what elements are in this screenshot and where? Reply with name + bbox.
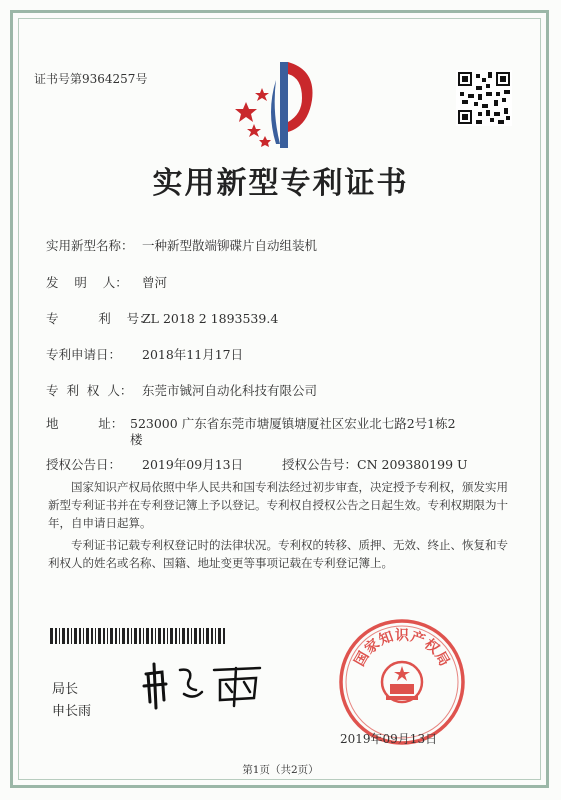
field-label: 授权公告日： xyxy=(46,457,122,472)
field-patentee xyxy=(46,381,317,399)
paragraph-line: 利权人的姓名或名称、国籍、地址变更等事项记载在专利登记簿上。 xyxy=(48,556,393,570)
barcode-icon xyxy=(50,628,226,644)
field-label: 专 利 号： xyxy=(46,311,152,326)
seal-character: 权 xyxy=(421,636,443,658)
bureau-name-label: 申长雨 xyxy=(52,704,92,719)
field-address xyxy=(46,414,456,432)
field-filing-date xyxy=(46,345,243,363)
seal-character: 家 xyxy=(361,636,383,658)
field-label: 授权公告号： xyxy=(282,457,358,472)
paragraph-line: 年，自申请日起算。 xyxy=(48,516,152,530)
field-patent-number xyxy=(46,309,278,327)
field-label: 地 址： xyxy=(46,416,124,431)
director-signature-icon xyxy=(140,660,270,710)
qr-code-icon[interactable] xyxy=(456,70,512,126)
field-address-continued: 楼 xyxy=(130,432,143,447)
field-value: 曾河 xyxy=(142,275,168,290)
field-utility-model-name xyxy=(46,236,317,254)
paragraph-line: 国家知识产权局依照中华人民共和国专利法经过初步审查，决定授予专利权，颁发实用 xyxy=(71,480,508,494)
field-inventor xyxy=(46,273,167,291)
paragraph-line: 新型专利证书并在专利登记簿上予以登记。专利权自授权公告之日起生效。专利权期限为十 xyxy=(48,498,508,512)
field-value: 2019年09月13日 xyxy=(142,457,244,472)
bureau-title-label: 局长 xyxy=(52,682,79,697)
field-label: 实用新型名称： xyxy=(46,238,134,253)
seal-character: 局 xyxy=(431,648,453,670)
seal-character: 国 xyxy=(351,648,373,670)
field-value: 东莞市铖河自动化科技有限公司 xyxy=(142,383,318,398)
certificate-number: 证书号第9364257号 xyxy=(34,72,148,86)
field-value: 2018年11月17日 xyxy=(142,347,244,362)
field-label: 专利申请日： xyxy=(46,347,122,362)
page-number: 第1页（共2页） xyxy=(242,764,319,776)
field-grant-date xyxy=(46,455,243,473)
official-seal-icon xyxy=(336,616,468,748)
field-label: 专 利 权 人： xyxy=(46,383,133,398)
seal-character: 产 xyxy=(408,628,428,649)
field-value: 523000 广东省东莞市塘厦镇塘厦社区宏业北七路2号1栋2 xyxy=(130,416,456,431)
statement-paragraph-1 xyxy=(48,478,518,532)
field-value: CN 209380199 U xyxy=(357,457,468,472)
field-label: 发 明 人： xyxy=(46,275,128,290)
certificate-title: 实用新型专利证书 xyxy=(152,166,409,201)
field-value: 一种新型散端铆碟片自动组装机 xyxy=(142,238,318,253)
seal-character: 知 xyxy=(376,628,396,649)
field-value: ZL 2018 2 1893539.4 xyxy=(142,311,279,326)
cnipa-logo-icon xyxy=(232,52,322,152)
field-grant-number xyxy=(282,455,468,473)
paragraph-line: 专利证书记载专利权登记时的法律状况。专利权的转移、质押、无效、终止、恢复和专 xyxy=(71,538,508,552)
seal-character: 识 xyxy=(395,628,409,644)
seal-date: 2019年09月13日 xyxy=(340,732,438,746)
statement-paragraph-2 xyxy=(48,536,518,572)
